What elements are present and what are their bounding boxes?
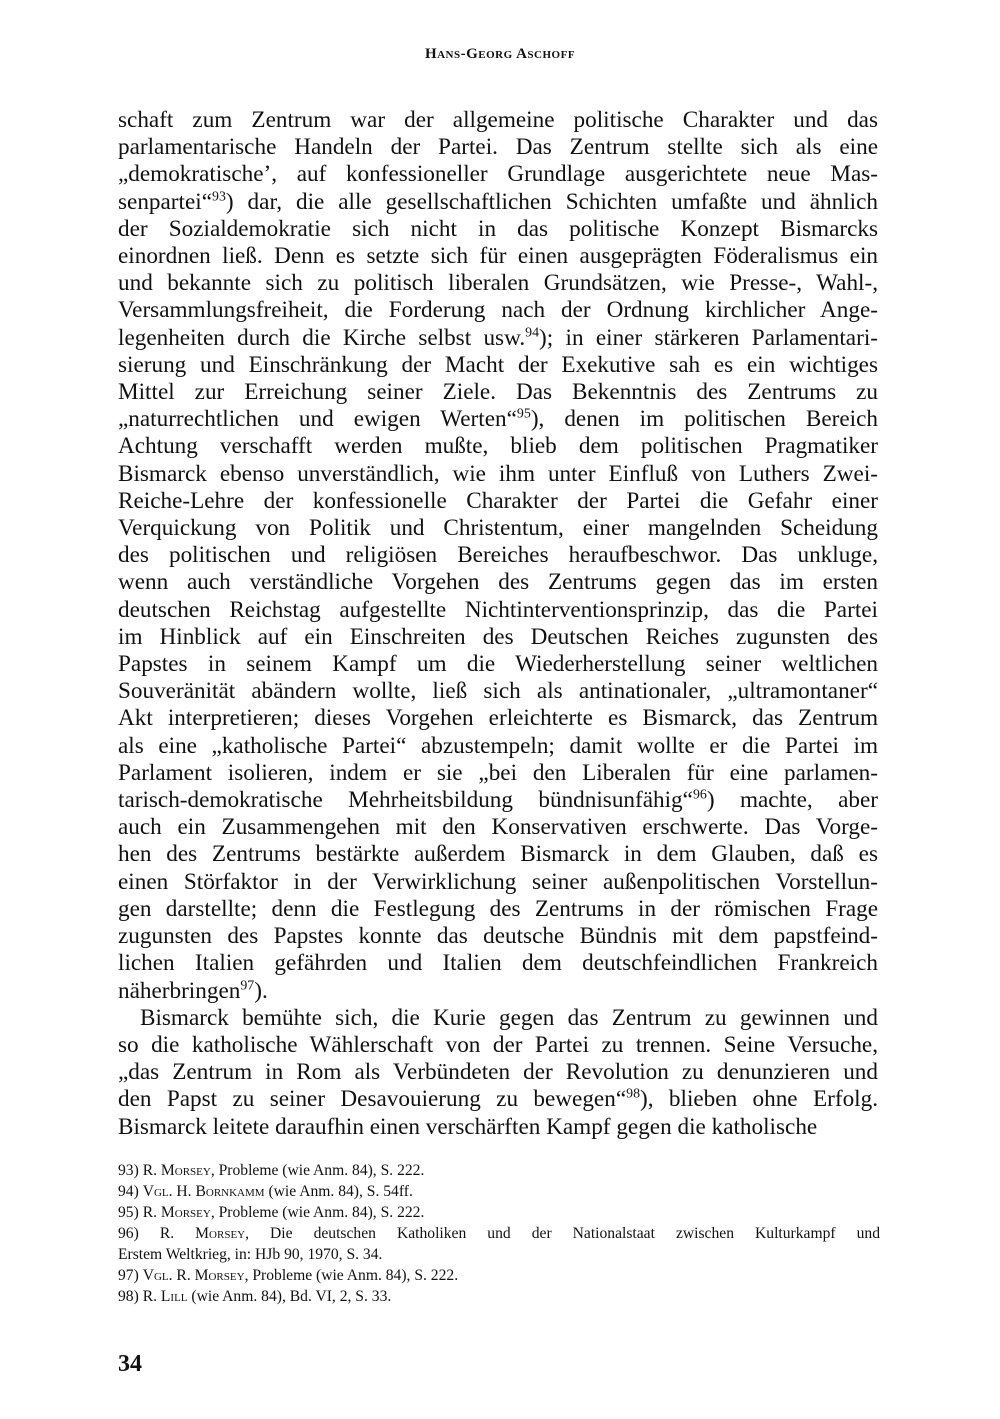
footnote-marker: 95)	[118, 1204, 139, 1221]
text-line: und bekannte sich zu politisch liberalen Grundsätzen, wie Presse-, Wahl-,	[118, 270, 878, 297]
text-line: einordnen ließ. Denn es setzte sich für einen ausgeprägten Föderalismus ein	[118, 243, 878, 270]
text-line: näherbringen$^{97}$).	[118, 977, 268, 1004]
text-line: „naturrechtlichen und ewigen Werten“$^{95}$), denen im politischen Bereich	[118, 406, 878, 433]
text-line: Reiche-Lehre der konfessionelle Charakter der Partei die Gefahr einer	[118, 487, 878, 514]
text-line: Achtung verschafft werden mußte, blieb dem politischen Pragmatiker	[118, 433, 878, 460]
footnote-text: , Probleme (wie Anm. 84), S. 222.	[210, 1162, 425, 1179]
text-line: „das Zentrum in Rom als Verbündeten der Revolution zu denunzieren und	[118, 1059, 878, 1086]
footnote-author: Vgl. H. Bornkamm	[142, 1183, 265, 1200]
text-line: Versammlungsfreiheit, die Forderung nach der Ordnung kirchlicher Ange-	[118, 297, 878, 324]
text-line: Bismarck ebenso unverständlich, wie ihm unter Einfluß von Luthers Zwei-	[118, 460, 878, 487]
text-line: des politischen und religiösen Bereiches heraufbeschwor. Das unkluge,	[118, 542, 878, 569]
text-line: den Papst zu seiner Desavouierung zu bewegen“$^{98}$), blieben ohne Erfolg.	[118, 1086, 878, 1113]
text-line: Bismarck bemühte sich, die Kurie gegen das Zentrum zu gewinnen und	[140, 1004, 878, 1031]
paragraph-1	[118, 107, 878, 1005]
footnote-marker: 96)	[118, 1225, 139, 1242]
footnote-text: , Probleme (wie Anm. 84), S. 222.	[210, 1204, 425, 1221]
body-text	[118, 107, 878, 1141]
text-line: sierung und Einschränkung der Macht der Exekutive sah es ein wichtiges	[118, 351, 878, 378]
text-line: zugunsten des Papstes konnte das deutsche Bündnis mit dem papstfeind-	[118, 923, 878, 950]
text-line: lichen Italien gefährden und Italien dem deutschfeindlichen Frankreich	[118, 950, 878, 977]
footnote-text: , Probleme (wie Anm. 84), S. 222.	[244, 1267, 459, 1284]
footnote-96	[118, 1223, 880, 1265]
text-line: als eine „katholische Partei“ abzustempeln; damit wollte er die Partei im	[118, 732, 878, 759]
text-line: auch ein Zusammengehen mit den Konservativen erschwerte. Das Vorge-	[118, 814, 878, 841]
footnote-93	[118, 1160, 880, 1181]
footnotes	[118, 1160, 880, 1307]
footnote-author: R. Morsey	[159, 1225, 246, 1242]
text-line: der Sozialdemokratie sich nicht in das politische Konzept Bismarcks	[118, 215, 878, 242]
text-line: hen des Zentrums bestärkte außerdem Bismarck in dem Glauben, daß es	[118, 841, 878, 868]
text-line: gen darstellte; denn die Festlegung des Zentrums in der römischen Frage	[118, 895, 878, 922]
footnote-98	[118, 1286, 880, 1307]
paragraph-2	[118, 1005, 878, 1141]
footnote-author: R. Morsey	[142, 1204, 211, 1221]
footnote-marker: 94)	[118, 1183, 139, 1200]
footnote-marker: 93)	[118, 1162, 139, 1179]
footnote-94	[118, 1181, 880, 1202]
text-line: senpartei“$^{93}$) dar, die alle gesellschaftlichen Schichten umfaßte und ähnlich	[118, 188, 878, 215]
text-line: legenheiten durch die Kirche selbst usw.$^{94}$); in einer stärkeren Parlamentari-	[118, 324, 878, 351]
text-line: Papstes in seinem Kampf um die Wiederherstellung seiner weltlichen	[118, 651, 878, 678]
footnote-author: R. Lill	[142, 1288, 188, 1305]
text-line: Bismarck leitete daraufhin einen verschärften Kampf gegen die katholische	[118, 1113, 818, 1140]
text-line: Souveränität abändern wollte, ließ sich als antinationaler, „ultramontaner“	[118, 678, 878, 705]
footnote-text: , Die deutschen Katholiken und der Nationalstaat zwischen Kulturkampf und	[245, 1225, 880, 1242]
text-line: so die katholische Wählerschaft von der Partei zu trennen. Seine Versuche,	[118, 1031, 878, 1058]
text-line: tarisch-demokratische Mehrheitsbildung bündnisunfähig“$^{96}$) machte, aber	[118, 787, 878, 814]
text-line: parlamentarische Handeln der Partei. Das Zentrum stellte sich als eine	[118, 134, 878, 161]
footnote-text: (wie Anm. 84), S. 54ff.	[264, 1183, 413, 1200]
text-line: Verquickung von Politik und Christentum, einer mangelnden Scheidung	[118, 515, 878, 542]
text-line: „demokratische’, auf konfessioneller Grundlage ausgerichtete neue Mas-	[118, 161, 878, 188]
text-line: Parlament isolieren, indem er sie „bei den Liberalen für eine parlamen-	[118, 759, 878, 786]
text-line: Mittel zur Erreichung seiner Ziele. Das Bekenntnis des Zentrums zu	[118, 379, 878, 406]
page-number: 34	[118, 1351, 142, 1377]
text-line: einen Störfaktor in der Verwirklichung seiner außenpolitischen Vorstellun-	[118, 868, 878, 895]
footnote-marker: 97)	[118, 1267, 139, 1284]
footnote-97	[118, 1265, 880, 1286]
text-line: deutschen Reichstag aufgestellte Nichtinterventionsprinzip, das die Partei	[118, 596, 878, 623]
text-line: schaft zum Zentrum war der allgemeine politische Charakter und das	[118, 107, 878, 133]
footnote-marker: 98)	[118, 1288, 139, 1305]
text-line: im Hinblick auf ein Einschreiten des Deutschen Reiches zugunsten des	[118, 623, 878, 650]
footnote-text: (wie Anm. 84), Bd. VI, 2, S. 33.	[187, 1288, 392, 1305]
text-line: Akt interpretieren; dieses Vorgehen erleichterte es Bismarck, das Zentrum	[118, 705, 878, 732]
footnote-95	[118, 1202, 880, 1223]
footnote-text-continued: Erstem Weltkrieg, in: HJb 90, 1970, S. 34.	[118, 1246, 383, 1263]
text-line: wenn auch verständliche Vorgehen des Zentrums gegen das im ersten	[118, 569, 878, 596]
footnote-author: Vgl. R. Morsey	[142, 1267, 245, 1284]
footnote-author: R. Morsey	[142, 1162, 211, 1179]
running-head: Hans-Georg Aschoff	[424, 46, 576, 62]
